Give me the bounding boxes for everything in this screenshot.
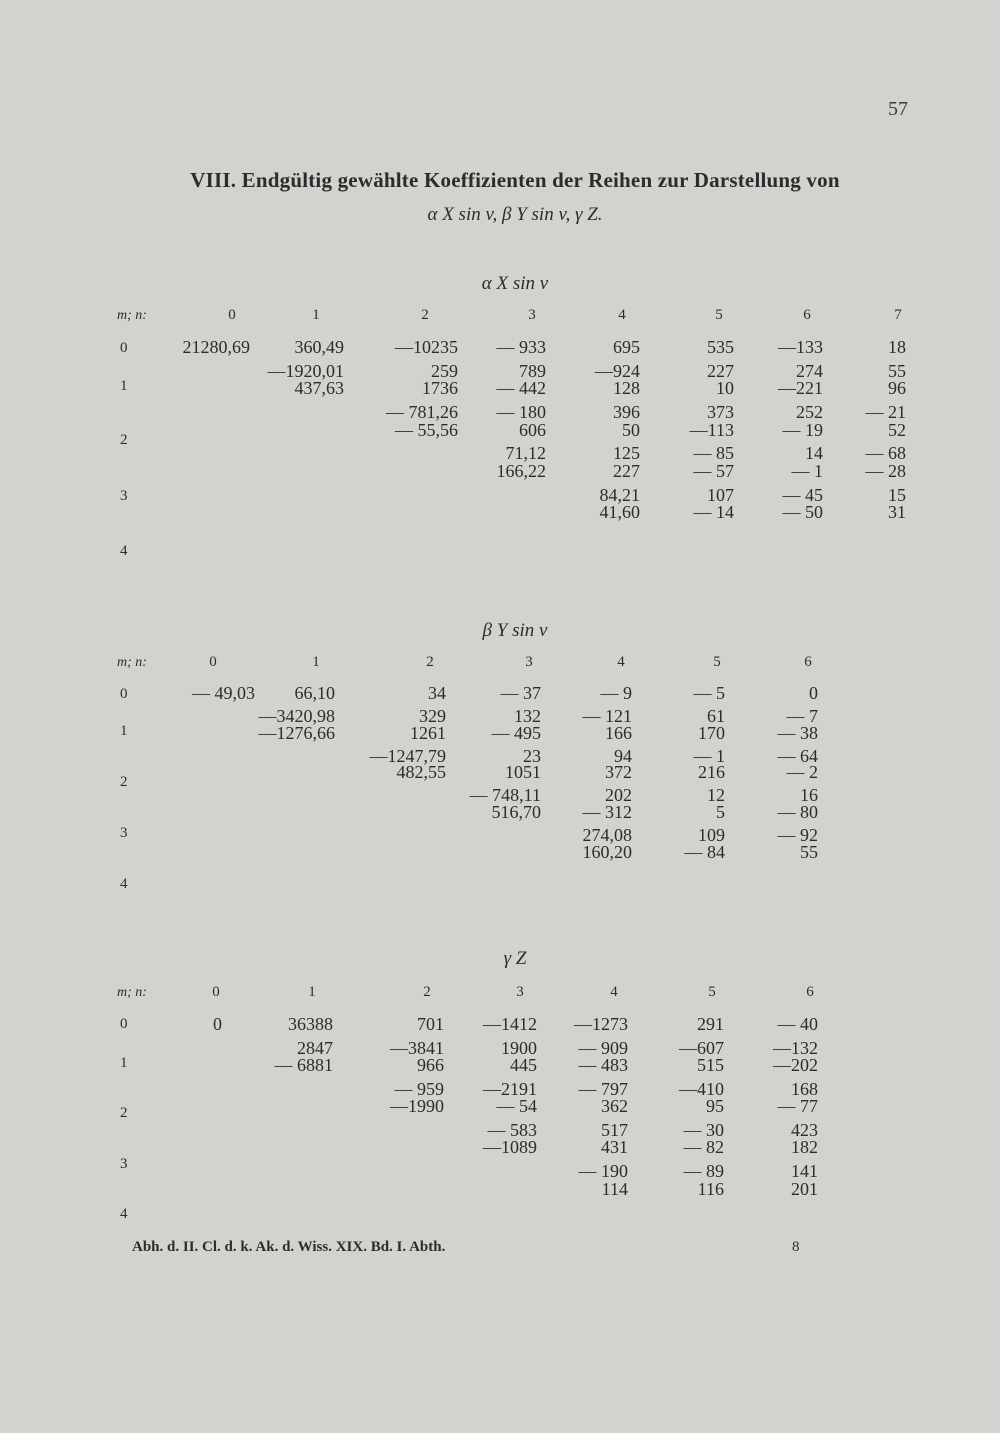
column-header: 0 <box>212 984 220 1000</box>
table-cell: 109 <box>698 824 725 845</box>
table-cell: — 77 <box>777 1096 818 1117</box>
column-header: 1 <box>312 307 320 323</box>
table-cell: 1736 <box>422 378 458 399</box>
table-cell: 16 <box>800 785 818 806</box>
table-cell: 373 <box>707 402 734 423</box>
column-header: 0 <box>228 307 236 323</box>
table-cell: — 6881 <box>274 1055 333 1076</box>
page-subtitle: α X sin v, β Y sin v, γ Z. <box>427 204 603 225</box>
table-cell: — 21 <box>865 402 906 423</box>
table-cell: 789 <box>519 360 546 381</box>
column-header: 2 <box>423 984 431 1000</box>
table-cell: 96 <box>888 378 906 399</box>
table-cell: — 190 <box>578 1161 628 1181</box>
table-cell: —1412 <box>483 1014 537 1034</box>
table-cell: 329 <box>419 705 446 726</box>
table-cell: — 495 <box>491 722 541 743</box>
table-cell: — 45 <box>782 484 823 505</box>
table-cell: —1247,79 <box>369 745 446 766</box>
table-title: γ Z <box>503 948 527 969</box>
table-cell: —221 <box>778 378 823 399</box>
row-index: 4 <box>120 543 128 559</box>
column-header: 1 <box>312 654 320 670</box>
table-cell: —607 <box>679 1037 724 1058</box>
table-cell: — 80 <box>777 802 818 823</box>
table-cell: — 19 <box>782 419 823 440</box>
table-cell: 259 <box>431 360 458 381</box>
table-cell: 360,49 <box>294 337 344 357</box>
table-cell: 216 <box>698 762 725 783</box>
column-header: 1 <box>308 984 316 1000</box>
table-cell: — 748,11 <box>469 785 541 806</box>
table-cell: 201 <box>791 1178 818 1199</box>
table-cell: 18 <box>888 337 906 357</box>
column-header: 4 <box>617 654 625 670</box>
table-cell: 437,63 <box>294 378 344 399</box>
table-cell: 31 <box>888 502 906 523</box>
table-cell: 372 <box>605 762 632 783</box>
table-cell: — 38 <box>777 722 818 743</box>
row-index: 4 <box>120 876 128 892</box>
table-cell: — 9 <box>600 683 632 703</box>
table-cell: —3420,98 <box>258 705 335 726</box>
table-cell: 14 <box>805 443 823 464</box>
table-cell: — 5 <box>693 683 725 703</box>
table-cell: 166,22 <box>496 461 546 482</box>
page-number: 57 <box>888 98 908 120</box>
table-cell: 21280,69 <box>182 337 250 357</box>
table-cell: 516,70 <box>491 802 541 823</box>
index-label: m; n: <box>117 655 147 670</box>
table-cell: — 959 <box>394 1078 444 1099</box>
table-cell: — 50 <box>782 502 823 523</box>
table-cell: — 37 <box>500 683 541 703</box>
table-cell: 362 <box>601 1096 628 1117</box>
table-cell: 166 <box>605 722 632 743</box>
table-cell: — 483 <box>578 1055 628 1076</box>
table-cell: 168 <box>791 1078 818 1099</box>
table-cell: 515 <box>697 1055 724 1076</box>
table-cell: 291 <box>697 1014 724 1034</box>
table-cell: 10 <box>716 378 734 399</box>
table-cell: — 64 <box>777 745 818 766</box>
column-header: 7 <box>894 307 902 323</box>
table-cell: —410 <box>679 1078 724 1099</box>
table-cell: — 2 <box>786 762 818 783</box>
table-cell: — 781,26 <box>386 402 458 423</box>
table-title: α X sin v <box>481 273 549 294</box>
index-label: m; n: <box>117 308 147 323</box>
table-cell: —1089 <box>483 1137 537 1158</box>
column-header: 5 <box>708 984 716 1000</box>
table-cell: 66,10 <box>294 683 335 703</box>
row-index: 0 <box>120 340 128 356</box>
table-cell: — 89 <box>683 1161 724 1181</box>
table-cell: — 7 <box>786 705 818 726</box>
table-cell: —1920,01 <box>267 360 344 381</box>
table-cell: —924 <box>595 360 640 381</box>
table-cell: — 40 <box>777 1014 818 1034</box>
table-cell: 606 <box>519 419 546 440</box>
table-cell: — 909 <box>578 1037 628 1058</box>
table-cell: 84,21 <box>599 484 640 505</box>
table-cell: — 312 <box>582 802 632 823</box>
row-index: 1 <box>120 723 128 739</box>
table-cell: — 797 <box>578 1078 628 1099</box>
table-cell: 423 <box>791 1119 818 1140</box>
table-cell: 445 <box>510 1055 537 1076</box>
table-cell: 227 <box>613 461 640 482</box>
table-cell: — 442 <box>496 378 546 399</box>
row-index: 3 <box>120 488 128 504</box>
table-cell: —3841 <box>390 1037 444 1058</box>
table-cell: 170 <box>698 722 725 743</box>
table-cell: — 1 <box>791 461 823 482</box>
table-cell: — 49,03 <box>192 683 255 703</box>
table-cell: 274 <box>796 360 823 381</box>
table-cell: 23 <box>523 745 541 766</box>
table-cell: 141 <box>791 1161 818 1181</box>
table-cell: 114 <box>601 1178 628 1199</box>
table-cell: — 82 <box>683 1137 724 1158</box>
table-cell: — 57 <box>693 461 734 482</box>
table-cell: — 14 <box>693 502 734 523</box>
row-index: 3 <box>120 825 128 841</box>
column-header: 5 <box>715 307 723 323</box>
table-cell: 1051 <box>505 762 541 783</box>
table-cell: 12 <box>707 785 725 806</box>
table-cell: —202 <box>773 1055 818 1076</box>
column-header: 5 <box>713 654 721 670</box>
column-header: 6 <box>806 984 814 1000</box>
table-cell: 202 <box>605 785 632 806</box>
column-header: 4 <box>618 307 626 323</box>
table-cell: 71,12 <box>505 443 546 464</box>
table-cell: 535 <box>707 337 734 357</box>
table-cell: 132 <box>514 705 541 726</box>
table-cell: 34 <box>428 683 446 703</box>
table-cell: 252 <box>796 402 823 423</box>
table-title: β Y sin v <box>482 620 548 641</box>
table-cell: —133 <box>778 337 823 357</box>
table-cell: 55 <box>888 360 906 381</box>
table-cell: — 84 <box>684 841 725 862</box>
table-cell: — 55,56 <box>395 419 458 440</box>
table-cell: — 121 <box>582 705 632 726</box>
column-header: 6 <box>803 307 811 323</box>
table-cell: 1900 <box>501 1037 537 1058</box>
table-cell: — 180 <box>496 402 546 423</box>
row-index: 2 <box>120 432 128 448</box>
table-cell: — 30 <box>683 1119 724 1140</box>
table-cell: 1261 <box>410 722 446 743</box>
table-cell: 160,20 <box>582 841 632 862</box>
page-title: VIII. Endgültig gewählte Koeffizienten der Reihen zur Darstellung von <box>190 168 840 192</box>
row-index: 1 <box>120 378 128 394</box>
table-cell: —2191 <box>483 1078 537 1099</box>
table-cell: 431 <box>601 1137 628 1158</box>
table-cell: 5 <box>716 802 725 823</box>
column-header: 3 <box>525 654 533 670</box>
table-cell: 61 <box>707 705 725 726</box>
table-cell: 182 <box>791 1137 818 1158</box>
column-header: 2 <box>421 307 429 323</box>
table-cell: — 92 <box>777 824 818 845</box>
column-header: 6 <box>804 654 812 670</box>
table-cell: 116 <box>697 1178 724 1199</box>
footer-citation: Abh. d. II. Cl. d. k. Ak. d. Wiss. XIX. Bd. I. Abth. <box>132 1239 446 1255</box>
table-cell: — 54 <box>496 1096 537 1117</box>
table-cell: 107 <box>707 484 734 505</box>
table-cell: 227 <box>707 360 734 381</box>
table-cell: —1273 <box>574 1014 628 1034</box>
table-cell: 482,55 <box>396 762 446 783</box>
column-header: 0 <box>209 654 217 670</box>
row-index: 0 <box>120 1016 128 1032</box>
table-cell: 15 <box>888 484 906 505</box>
table-cell: 966 <box>417 1055 444 1076</box>
table-cell: —113 <box>689 419 734 440</box>
row-index: 2 <box>120 774 128 790</box>
table-cell: — 85 <box>693 443 734 464</box>
column-header: 3 <box>528 307 536 323</box>
table-cell: 701 <box>417 1014 444 1034</box>
table-cell: 396 <box>613 402 640 423</box>
row-index: 4 <box>120 1206 128 1222</box>
column-header: 3 <box>516 984 524 1000</box>
table-cell: 94 <box>614 745 632 766</box>
table-cell: —10235 <box>395 337 458 357</box>
table-cell: 41,60 <box>599 502 640 523</box>
row-index: 3 <box>120 1156 128 1172</box>
table-cell: 36388 <box>288 1014 333 1034</box>
row-index: 0 <box>120 686 128 702</box>
table-cell: — 28 <box>865 461 906 482</box>
footer-sheet-number: 8 <box>792 1239 800 1255</box>
index-label: m; n: <box>117 985 147 1000</box>
table-cell: 50 <box>622 419 640 440</box>
table-cell: —132 <box>773 1037 818 1058</box>
table-cell: 55 <box>800 841 818 862</box>
table-cell: 517 <box>601 1119 628 1140</box>
table-cell: 128 <box>613 378 640 399</box>
table-cell: 0 <box>213 1014 222 1034</box>
table-cell: 52 <box>888 419 906 440</box>
row-index: 1 <box>120 1055 128 1071</box>
table-cell: —1990 <box>390 1096 444 1117</box>
table-cell: 274,08 <box>582 824 632 845</box>
table-cell: 95 <box>706 1096 724 1117</box>
table-cell: —1276,66 <box>258 722 335 743</box>
table-cell: — 68 <box>865 443 906 464</box>
table-cell: — 933 <box>496 337 546 357</box>
row-index: 2 <box>120 1105 128 1121</box>
table-cell: — 1 <box>693 745 725 766</box>
table-cell: 695 <box>613 337 640 357</box>
table-cell: 2847 <box>297 1037 333 1058</box>
table-cell: 125 <box>613 443 640 464</box>
column-header: 4 <box>610 984 618 1000</box>
table-cell: 0 <box>809 683 818 703</box>
column-header: 2 <box>426 654 434 670</box>
table-cell: — 583 <box>487 1119 537 1140</box>
